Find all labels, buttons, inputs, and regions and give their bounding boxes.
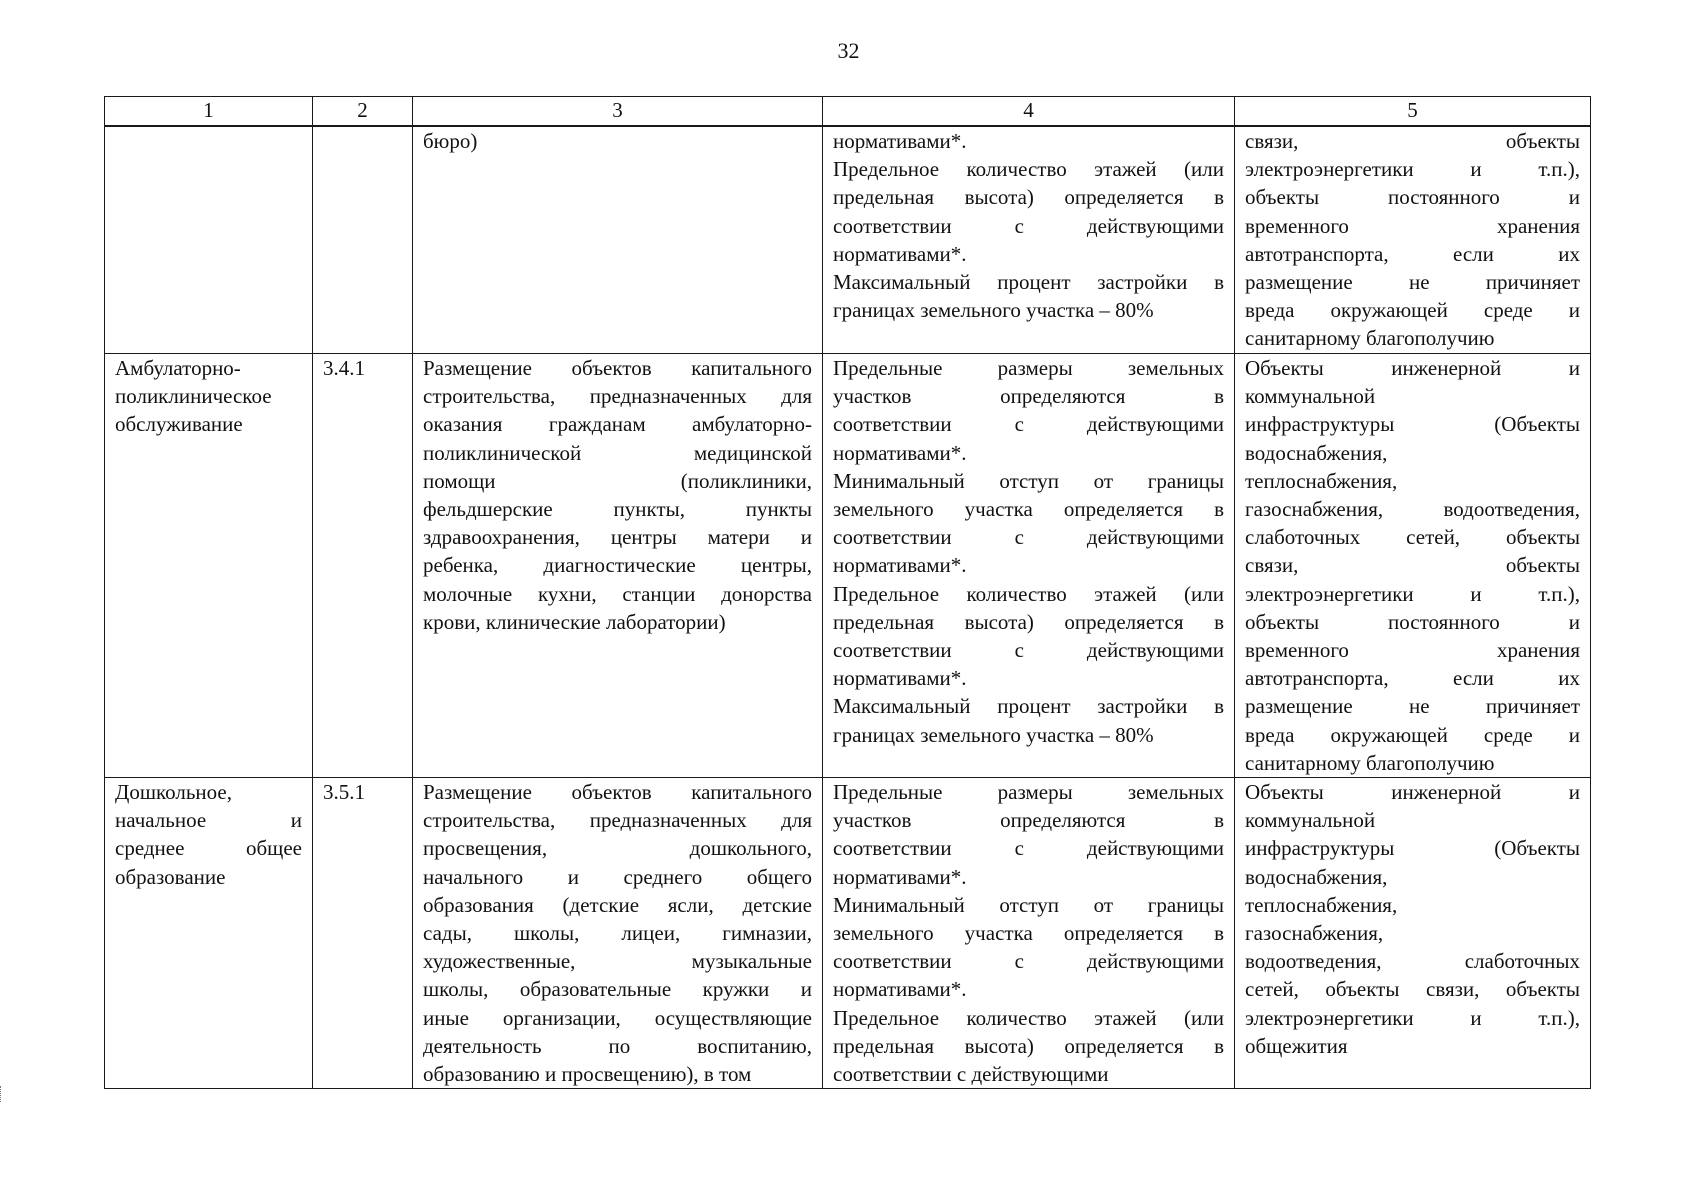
table-header-row [105,97,1591,127]
cell-text-line: образованию и просвещению), в том [423,1062,752,1087]
cell-parameters [823,354,1235,778]
cell-text-line: соответствии с действующими [833,412,1224,437]
cell-text-line: фельдшерские пункты, пункты [423,497,812,522]
cell-text-line: санитарному благополучию [1245,326,1495,351]
column-header-3: 3 [413,97,823,127]
cell-text-line: нормативами*. [833,977,967,1002]
cell-text-line: обслуживание [115,412,243,437]
cell-text-line: здравоохранения, центры матери и [423,525,812,550]
cell-text-line: объекты постоянного и [1245,609,1580,634]
cell-text-line: электроэнергетики и т.п.), [1245,581,1580,606]
cell-code: 3.5.1 [313,778,413,1089]
cell-text-line: предельная высота) определяется в [833,185,1224,210]
cell-code [313,126,413,354]
cell-text-line: оказания гражданам амбулаторно- [423,412,812,437]
cell-text-line: Объекты инженерной и [1245,780,1580,805]
cell-text-line: соответствии с действующими [833,213,1224,238]
cell-text-line: бюро) [423,129,478,153]
cell-text-line: границах земельного участка – 80% [833,298,1154,323]
cell-text-line: временного хранения [1245,213,1580,238]
cell-text-line: нормативами*. [833,553,967,578]
cell-text-line: предельная высота) определяется в [833,609,1224,634]
cell-use-name [105,126,313,354]
cell-use-name [105,354,313,778]
cell-text-line: автотранспорта, если их [1245,241,1580,266]
page-number: 32 [837,38,860,63]
cell-text-line: строительства, предназначенных для [423,808,812,833]
cell-text-line: санитарному благополучию [1245,750,1495,775]
cell-text-line: Объекты инженерной и [1245,356,1580,380]
cell-text-line: нормативами*. [833,129,967,153]
cell-text-line: иные организации, осуществляющие [423,1005,812,1030]
cell-text-line: связи, объекты [1245,129,1580,153]
cell-text-line: слаботочных сетей, объекты [1245,525,1580,550]
cell-code: 3.4.1 [313,354,413,778]
cell-text-line: коммунальной [1245,384,1376,409]
cell-text-line: начального и среднего общего [423,864,812,889]
cell-text-line: художественные, музыкальные [423,949,812,974]
cell-description [413,354,823,778]
cell-text-line: теплоснабжения, [1245,892,1398,917]
cell-text-line: деятельность по воспитанию, [423,1033,812,1058]
cell-text-line: водоснабжения, [1245,864,1388,889]
cell-text-line: коммунальной [1245,808,1376,833]
cell-text-line: соответствии с действующими [833,1062,1109,1087]
cell-text-line: помощи (поликлиники, [423,468,812,493]
cell-text-line: молочные кухни, станции донорства [423,581,812,606]
cell-parameters [823,126,1235,354]
cell-text-line: Предельные размеры земельных [833,356,1224,380]
cell-text-line: участков определяются в [833,384,1224,409]
cell-text-line: нормативами*. [833,241,967,266]
cell-text-line: Размещение объектов капитального [423,356,812,380]
column-header-4: 4 [823,97,1235,127]
cell-text-line: Максимальный процент застройки в [833,694,1224,719]
cell-text-line: водоотведения, слаботочных [1245,949,1580,974]
cell-text-line: Предельное количество этажей (или [833,1005,1224,1030]
column-header-5: 5 [1235,97,1591,127]
margin-mark [0,1086,4,1102]
cell-text-line: размещение не причиняет [1245,270,1580,295]
cell-text-line: инфраструктуры (Объекты [1245,836,1580,861]
cell-auxiliary-uses [1235,778,1591,1089]
cell-text-line: границах земельного участка – 80% [833,722,1154,747]
table-row [105,354,1591,778]
cell-text-line: Предельное количество этажей (или [833,157,1224,182]
cell-text-line: газоснабжения, водоотведения, [1245,497,1580,522]
cell-parameters [823,778,1235,1089]
cell-text-line: образования (детские ясли, детские [423,892,812,917]
cell-text-line: соответствии с действующими [833,638,1224,663]
cell-use-name [105,778,313,1089]
cell-text-line: Размещение объектов капитального [423,780,812,805]
cell-text-line: просвещения, дошкольного, [423,836,812,861]
cell-text-line: участков определяются в [833,808,1224,833]
cell-text-line: сады, школы, лицеи, гимназии, [423,921,812,946]
table-row [105,778,1591,1089]
column-header-2: 2 [313,97,413,127]
cell-text-line: поликлиническое [115,384,272,409]
cell-auxiliary-uses [1235,354,1591,778]
cell-text-line: Дошкольное, [115,780,232,805]
cell-text-line: соответствии с действующими [833,949,1224,974]
cell-description [413,778,823,1089]
cell-text-line: нормативами*. [833,666,967,691]
cell-text-line: соответствии с действующими [833,836,1224,861]
cell-text-line: образование [115,864,226,889]
cell-text-line: крови, клинические лаборатории) [423,609,726,634]
column-header-1: 1 [105,97,313,127]
cell-text-line: теплоснабжения, [1245,468,1398,493]
cell-text-line: школы, образовательные кружки и [423,977,812,1002]
cell-auxiliary-uses [1235,126,1591,354]
cell-text-line: ребенка, диагностические центры, [423,553,812,578]
cell-text-line: временного хранения [1245,638,1580,663]
cell-text-line: водоснабжения, [1245,440,1388,465]
cell-text-line: нормативами*. [833,864,967,889]
cell-description [413,126,823,354]
cell-text-line: общежития [1245,1033,1348,1058]
cell-text-line: объекты постоянного и [1245,185,1580,210]
cell-text-line: начальное и [115,808,302,833]
cell-text-line: предельная высота) определяется в [833,1033,1224,1058]
cell-text-line: земельного участка определяется в [833,921,1224,946]
cell-text-line: электроэнергетики и т.п.), [1245,157,1580,182]
cell-text-line: Минимальный отступ от границы [833,892,1224,917]
document-table [104,96,1591,1089]
cell-text-line: электроэнергетики и т.п.), [1245,1005,1580,1030]
cell-text-line: связи, объекты [1245,553,1580,578]
cell-text-line: строительства, предназначенных для [423,384,812,409]
cell-text-line: Предельные размеры земельных [833,780,1224,805]
cell-text-line: инфраструктуры (Объекты [1245,412,1580,437]
cell-text-line: Максимальный процент застройки в [833,270,1224,295]
cell-text-line: Предельное количество этажей (или [833,581,1224,606]
cell-text-line: Минимальный отступ от границы [833,468,1224,493]
cell-text-line: газоснабжения, [1245,921,1384,946]
cell-text-line: соответствии с действующими [833,525,1224,550]
cell-text-line: нормативами*. [833,440,967,465]
cell-text-line: поликлинической медицинской [423,440,812,465]
cell-text-line: среднее общее [115,836,302,861]
cell-text-line: вреда окружающей среде и [1245,722,1580,747]
table-row [105,126,1591,354]
cell-text-line: вреда окружающей среде и [1245,298,1580,323]
cell-text-line: размещение не причиняет [1245,694,1580,719]
cell-text-line: сетей, объекты связи, объекты [1245,977,1580,1002]
cell-text-line: Амбулаторно- [115,356,241,380]
cell-text-line: земельного участка определяется в [833,497,1224,522]
cell-text-line: автотранспорта, если их [1245,666,1580,691]
